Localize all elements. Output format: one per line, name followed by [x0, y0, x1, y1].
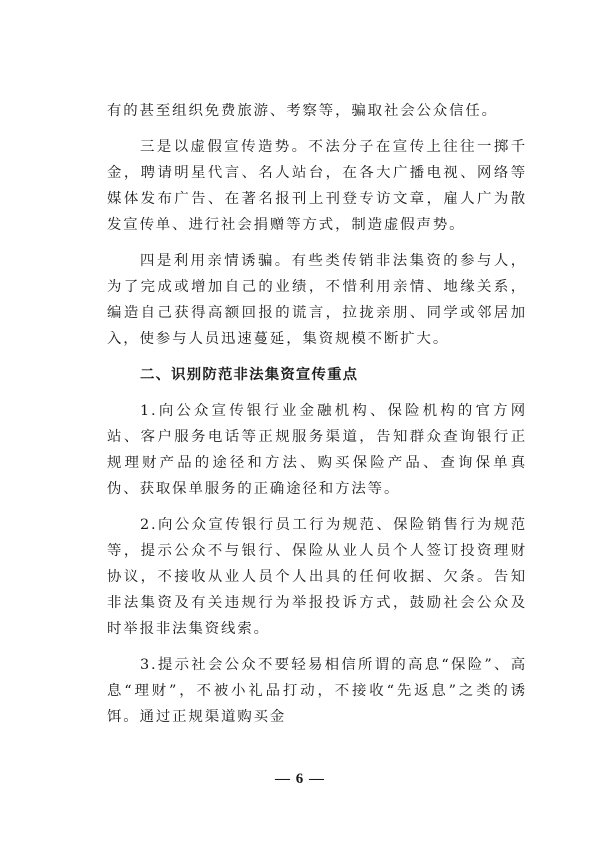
section-item-1: 1.向公众宣传银行业金融机构、保险机构的官方网站、客户服务电话等正规服务渠道，告知群众查询银行正规理财产品的途径和方法、购买保险产品、查询保单真伪、获取保单服务的正确途径和方法等。 — [107, 403, 527, 497]
section-heading: 二、识别防范非法集资宣传重点 — [140, 367, 359, 383]
paragraph-false-publicity: 三是以虚假宣传造势。不法分子在宣传上往往一掷千金，聘请明星代言、名人站台，在各大广播电视、网络等媒体发布广告、在著名报刊上刊登专访文章，雇人广为散发宣传单、进行社会捐赠等方式，制造虚假声势。 — [107, 139, 527, 233]
document-body — [107, 98, 527, 730]
section-item-2: 2.向公众宣传银行员工行为规范、保险销售行为规范等，提示公众不与银行、保险从业人员个人签订投资理财协议，不接收从业人员个人出具的任何收据、欠条。告知非法集资及有关违规行为举报投诉方式，鼓励社会公众及时举报非法集资线索。 — [107, 517, 527, 637]
paragraph-family-lure: 四是利用亲情诱骗。有些类传销非法集资的参与人，为了完成或增加自己的业绩，不惜利用亲情、地缘关系，编造自己获得高额回报的谎言，拉拢亲朋、同学或邻居加入，使参与人员迅速蔓延，集资规模不断扩大。 — [107, 253, 527, 347]
section-item-3: 3.提示社会公众不要轻易相信所谓的高息“保险”、高息“理财”，不被小礼品打动，不接收“先返息”之类的诱饵。通过正规渠道购买金 — [107, 657, 527, 725]
page-number: — 6 — — [275, 771, 325, 787]
paragraph-continuation: 有的甚至组织免费旅游、考察等，骗取社会公众信任。 — [107, 103, 498, 119]
